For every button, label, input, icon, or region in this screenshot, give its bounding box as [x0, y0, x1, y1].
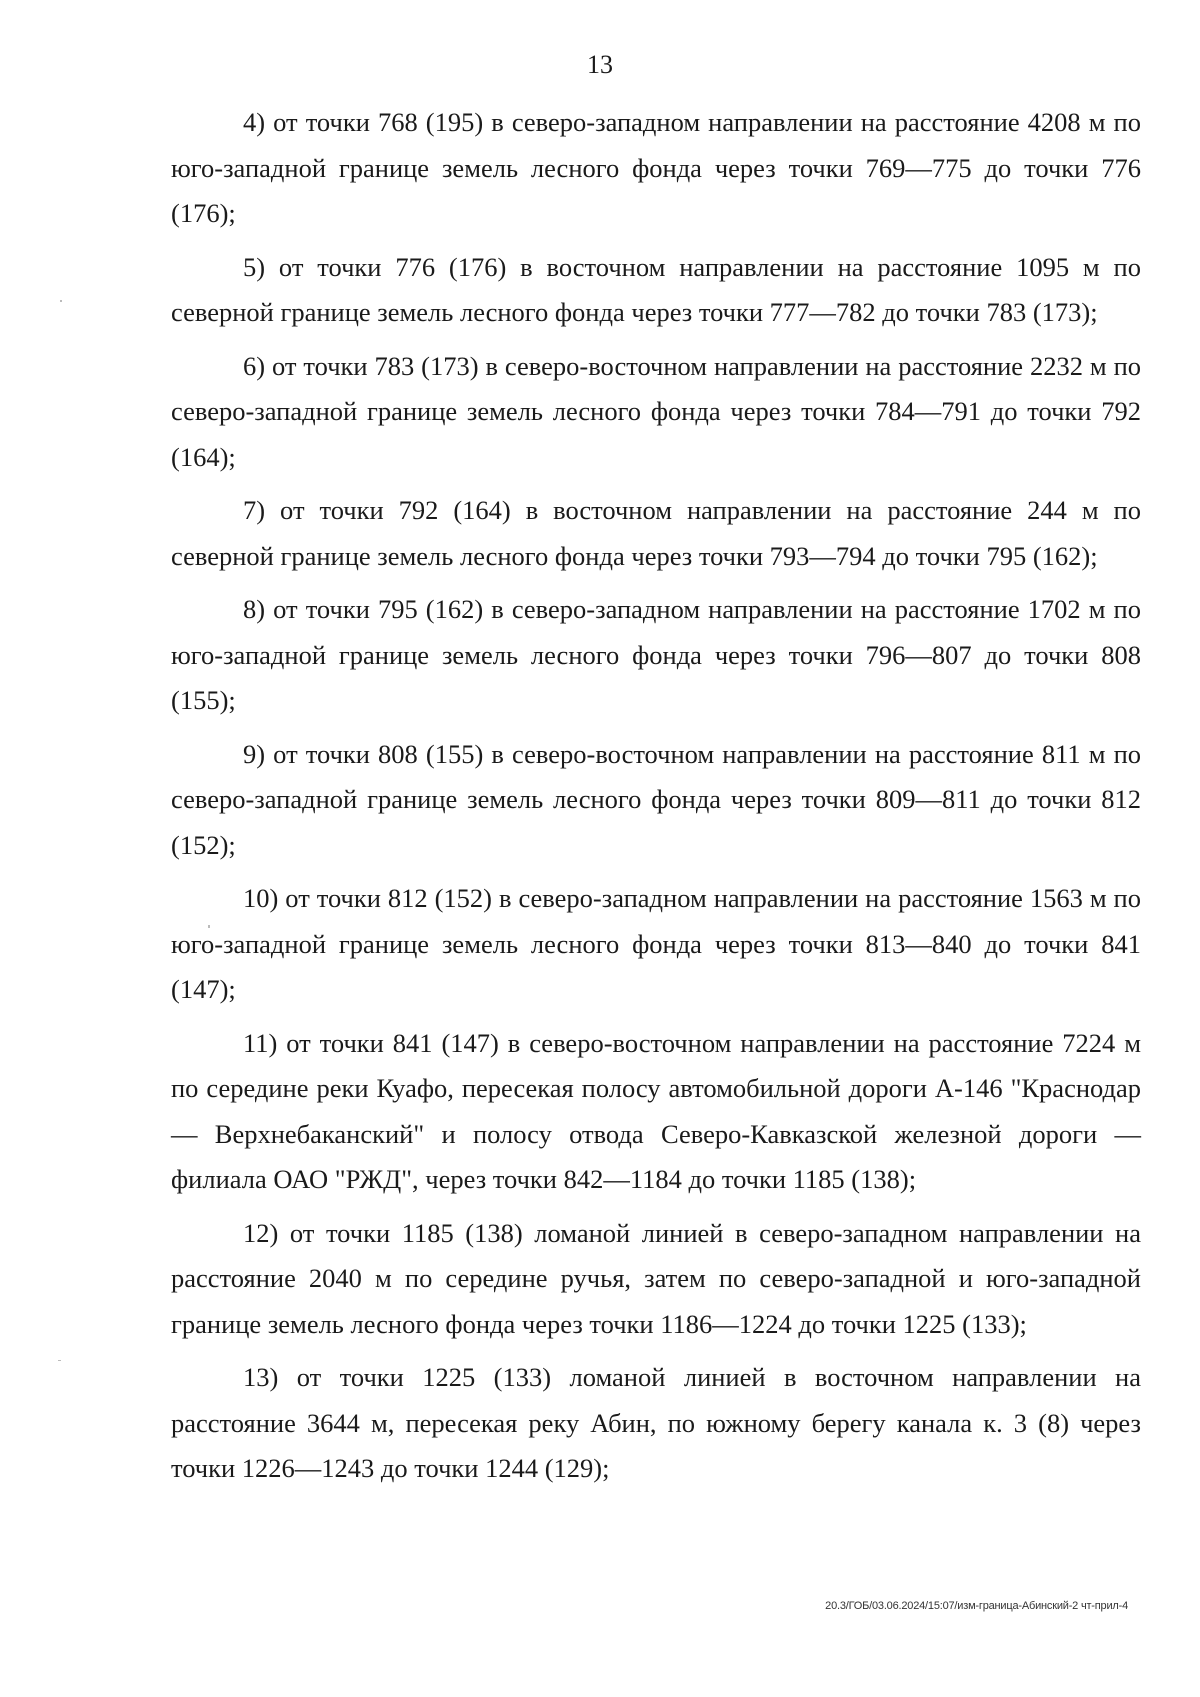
scan-speck: [58, 1360, 61, 1361]
paragraph-item-7: 7) от точки 792 (164) в восточном направлении на расстояние 244 м по северной границе земель лесного фонда через точки 793—794 до точки 795 (162);: [171, 495, 1141, 571]
scan-speck: [60, 300, 62, 302]
paragraph-item-4: 4) от точки 768 (195) в северо-западном направлении на расстояние 4208 м по юго-западной границе земель лесного фонда через точки 769—775 до точки 776 (176);: [171, 107, 1141, 228]
paragraph-item-13: 13) от точки 1225 (133) ломаной линией в восточном направлении на расстояние 3644 м, пересекая реку Абин, по южному берегу канала к. 3 (8) через точки 1226—1243 до точки 1244 (129);: [171, 1362, 1141, 1483]
scan-speck: [208, 925, 210, 928]
paragraph-item-6: 6) от точки 783 (173) в северо-восточном направлении на расстояние 2232 м по северо-западной границе земель лесного фонда через точки 784—791 до точки 792 (164);: [171, 350, 1141, 472]
paragraph-item-9: 9) от точки 808 (155) в северо-восточном направлении на расстояние 811 м по северо-западной границе земель лесного фонда через точки 809—811 до точки 812 (152);: [171, 738, 1141, 860]
footer-document-code: 20.3/ГОБ/03.06.2024/15:07/изм-граница-Абинский-2 чт-прил-4: [825, 1600, 1128, 1612]
document-body: [171, 100, 1141, 1500]
paragraph-item-10: 10) от точки 812 (152) в северо-западном направлении на расстояние 1563 м по юго-западной границе земель лесного фонда через точки 813—840 до точки 841 (147);: [171, 883, 1141, 1004]
paragraph-item-12: 12) от точки 1185 (138) ломаной линией в северо-западном направлении на расстояние 2040 м по середине ручья, затем по северо-западной и юго-западной границе земель лесного фонда через точки 1186—1224 до точки 1225 (133);: [171, 1217, 1141, 1339]
page-number: 13: [587, 50, 613, 79]
paragraph-item-11: 11) от точки 841 (147) в северо-восточном направлении на расстояние 7224 м по середине реки Куафо, пересекая полосу автомобильной дороги А-146 "Краснодар — Верхнебаканский" и полосу отвода Северо-Кавказской железной дороги — филиала ОАО "РЖД", через точки 842—1184 до точки 1185 (138);: [171, 1027, 1141, 1194]
paragraph-item-5: 5) от точки 776 (176) в восточном направлении на расстояние 1095 м по северной границе земель лесного фонда через точки 777—782 до точки 783 (173);: [171, 251, 1141, 327]
paragraph-item-8: 8) от точки 795 (162) в северо-западном направлении на расстояние 1702 м по юго-западной границе земель лесного фонда через точки 796—807 до точки 808 (155);: [171, 594, 1141, 715]
